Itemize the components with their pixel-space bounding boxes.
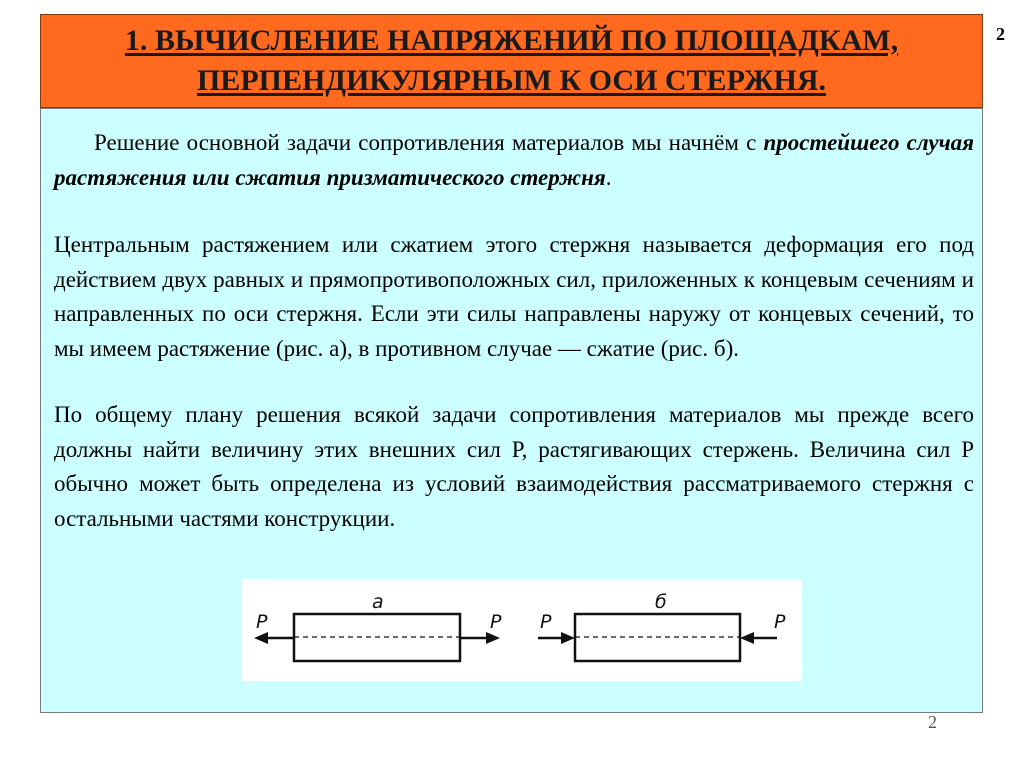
paragraph-plan: По общему плану решения всякой задачи сопротивления материалов мы прежде всего должны найти величину этих внешних сил Р, растягивающих стержень. Величина сил Р обычно может быть определена из условий взаимодействия рассматриваемого стержня с остальными частями конструкции. bbox=[54, 402, 974, 531]
paragraph-intro bbox=[54, 126, 974, 195]
force-b-right-label: P bbox=[774, 611, 786, 633]
slide-number-top: 2 bbox=[996, 24, 1005, 44]
tension-compression-figure bbox=[242, 579, 802, 681]
figure-label-a: а bbox=[372, 591, 384, 613]
slide-number-bottom: 2 bbox=[928, 712, 937, 732]
slide-title bbox=[125, 21, 898, 101]
paragraph-definition: Центральным растяжением или сжатием этого стержня называется деформация его под действием двух равных и прямопротивоположных сил, приложенных к концевым сечениям и направленных по оси стержня. Если эти силы направлены наружу от концевых сечений, то мы имеем растяжение (рис. а), в противном случае — сжатие (рис. б). bbox=[54, 232, 974, 361]
force-b-left-arrow bbox=[561, 632, 575, 644]
force-a-left-label: P bbox=[256, 611, 268, 633]
figure-label-b: б bbox=[655, 591, 667, 613]
force-b-left-label: P bbox=[540, 611, 552, 633]
force-b-right-arrow bbox=[740, 632, 754, 644]
title-line-1: 1. ВЫЧИСЛЕНИЕ НАПРЯЖЕНИЙ ПО ПЛОЩАДКАМ, bbox=[124, 24, 899, 57]
intro-text: Решение основной задачи сопротивления материалов мы начнём с bbox=[94, 130, 764, 155]
title-line-2: ПЕРПЕНДИКУЛЯРНЫМ К ОСИ СТЕРЖНЯ. bbox=[196, 64, 827, 97]
title-banner bbox=[40, 14, 983, 108]
figure-drawing bbox=[242, 579, 802, 681]
force-a-right-label: P bbox=[490, 611, 502, 633]
intro-end: . bbox=[605, 164, 612, 190]
intro-emphasis: простейшего случая растяжения или сжатия призматического стержня bbox=[54, 130, 974, 190]
force-a-left-arrow bbox=[254, 632, 268, 644]
force-a-right-arrow bbox=[486, 632, 500, 644]
